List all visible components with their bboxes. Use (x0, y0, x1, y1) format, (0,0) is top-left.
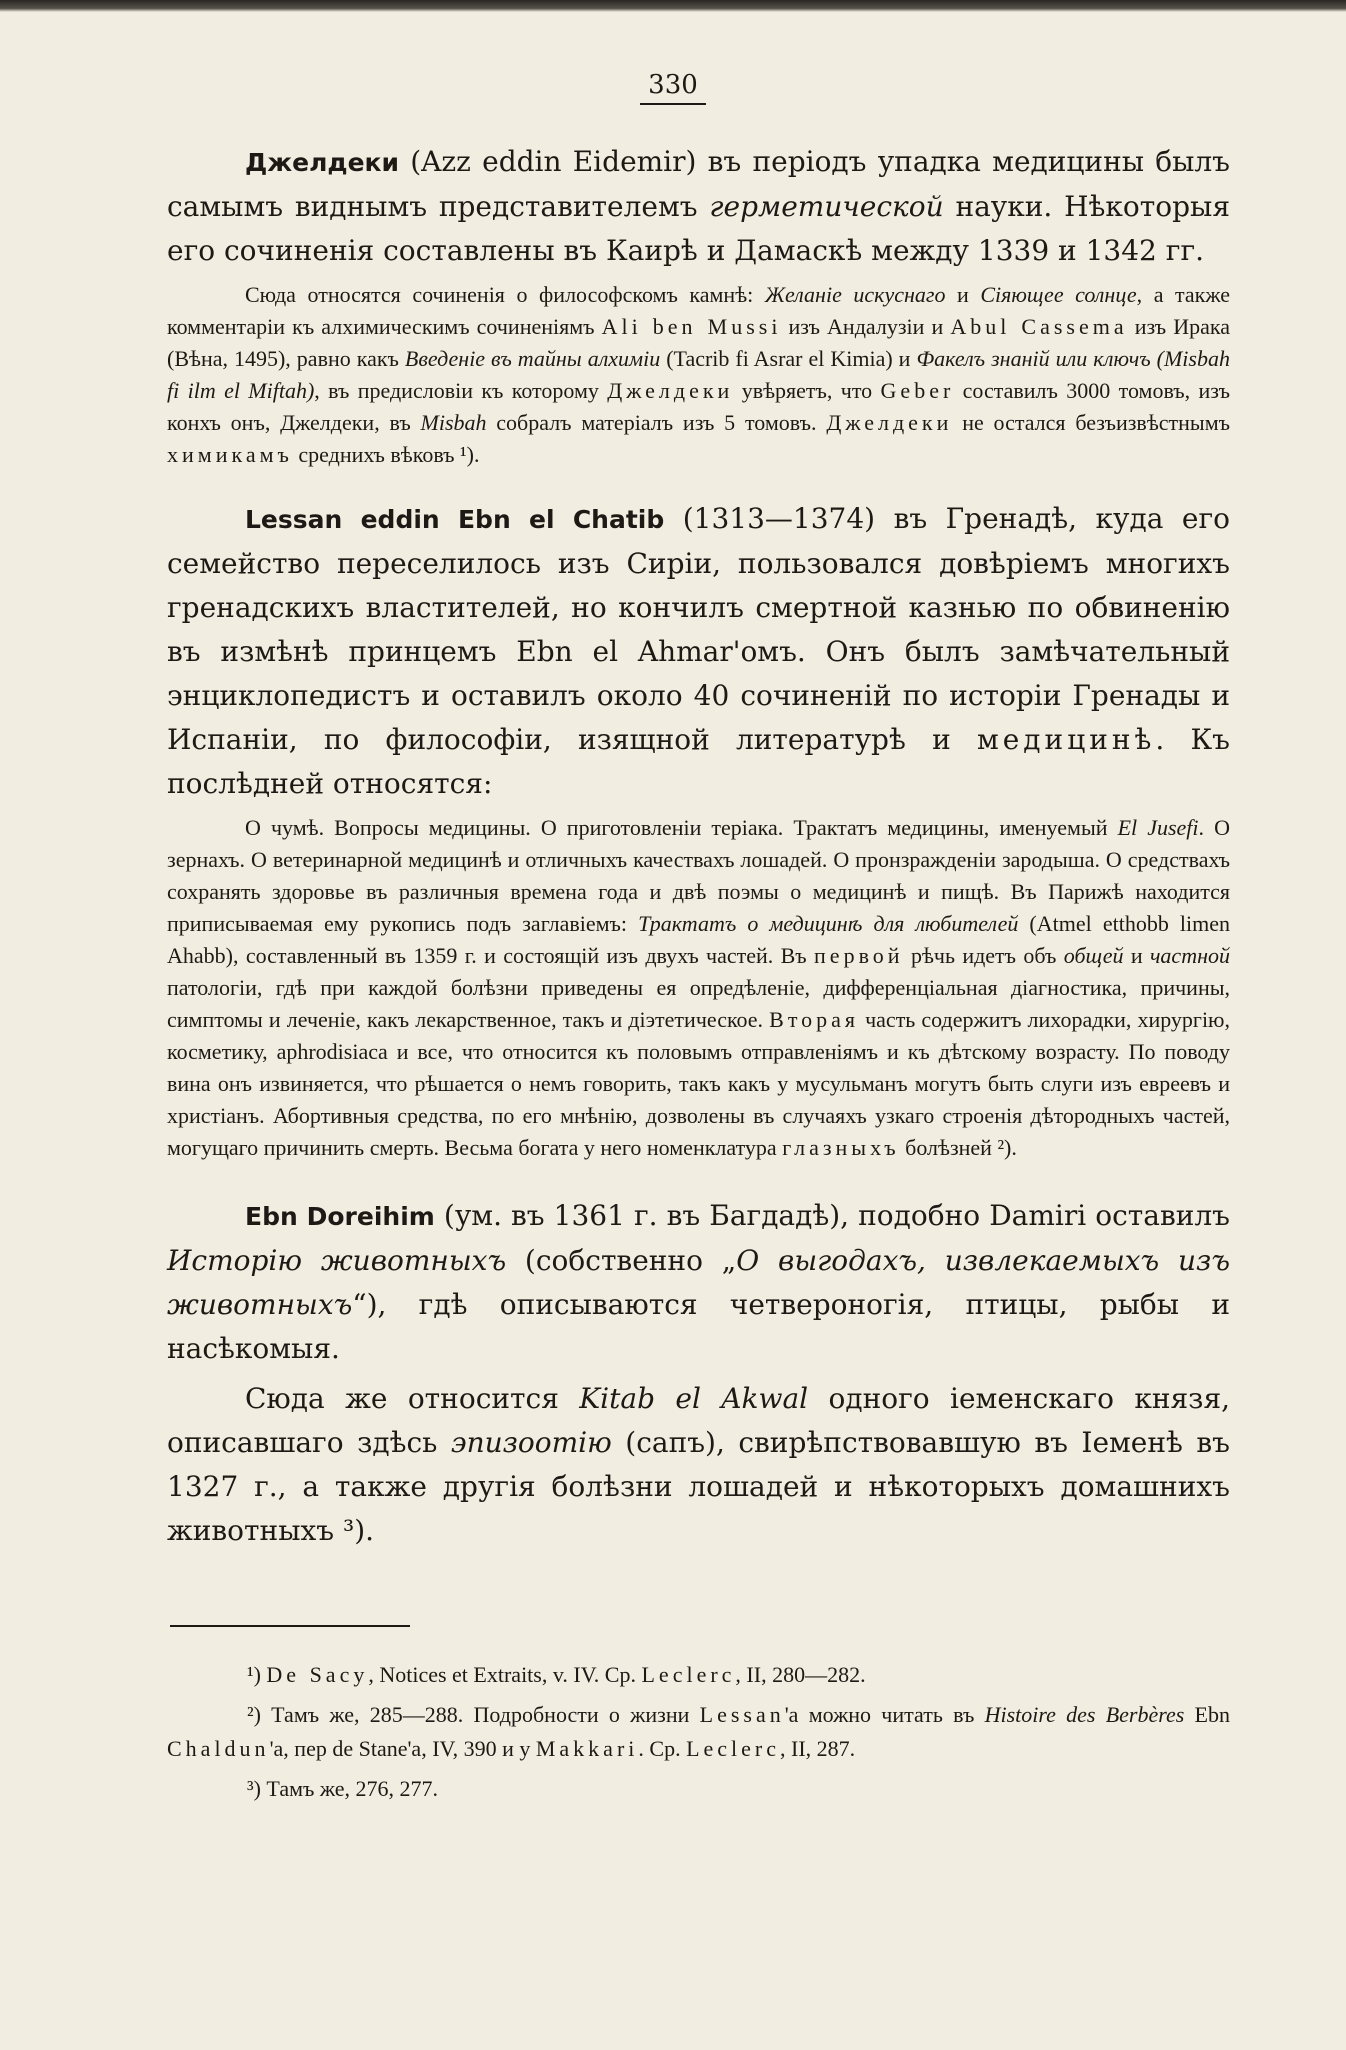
italic-text: эпизоотію (450, 1426, 612, 1459)
italic-text: El Jusefi (1117, 815, 1199, 840)
text-run: ¹) (247, 1662, 267, 1687)
footnotes (167, 1658, 1230, 1806)
italic-text: Введеніе въ тайны алхиміи (404, 346, 661, 371)
spaced-text: химикамъ (167, 442, 293, 467)
paragraph-jeldeki-works (167, 279, 1230, 471)
paragraph-lessan-eddin (167, 497, 1230, 806)
text-run: болѣзней ²). (899, 1135, 1017, 1160)
text-run: “), гдѣ описываются четвероногія, птицы, рыбы и насѣкомыя. (167, 1288, 1230, 1365)
spaced-text: Leclerc (641, 1662, 736, 1687)
text-run: , а также комментаріи къ алхимическимъ сочиненіямъ (167, 282, 1231, 339)
text-run: одного іеменскаго князя, описавшаго здѣсь (167, 1382, 1231, 1459)
text-run: . Ср. (638, 1736, 687, 1761)
italic-text: Kitab el Akwal (579, 1382, 809, 1415)
text-run: часть содержитъ лихорадки, хирургію, косметику, aphrodisiaca и все, что относится къ половымъ отправленіямъ и къ дѣтскому возрасту. По поводу вина онъ извиняется, что рѣшается о немъ говорить, такъ какъ у мусульманъ могутъ быть слуги изъ евреевъ и христіанъ. Абортивныя средства, по его мнѣнію, дозволены въ случаяхъ узкаго строенія дѣтородныхъ частей, могущаго причинить смерть. Весьма богата у него номенклатура (167, 1007, 1230, 1160)
text-run: не остался безъизвѣстнымъ (952, 410, 1230, 435)
text-run: 'a, пер de Stane'a, IV, 390 и у (269, 1736, 536, 1761)
text-run: (ум. въ 1361 г. въ Багдадѣ), подобно Damiri оставилъ (434, 1199, 1230, 1232)
text-run: Сюда же относится (245, 1382, 580, 1415)
text-run: (собственно „ (506, 1244, 737, 1277)
entry-name: Lessan eddin Ebn el Chatib (245, 505, 665, 534)
text-run: ³) Тамъ же, 276, 277. (247, 1776, 439, 1801)
page-body (167, 140, 1230, 1553)
italic-text: Исторію животныхъ (167, 1244, 507, 1277)
text-run: Ebn (1184, 1702, 1231, 1727)
spaced-text: Leclerc (686, 1736, 781, 1761)
paragraph-ebn-doreihim (167, 1194, 1230, 1371)
text-run: , Notices et Extraits, v. IV. Ср. (368, 1662, 642, 1687)
italic-text: Трактатъ о медицинѣ для любителей (638, 911, 1019, 936)
text-run: 'а можно читать въ (784, 1702, 985, 1727)
text-run: , II, 287. (780, 1736, 856, 1761)
italic-text: герметической (709, 190, 944, 223)
italic-text: Желаніе искуснаго (764, 282, 946, 307)
spaced-text: Lessan (699, 1702, 785, 1727)
text-run: Сюда относятся сочиненія о философскомъ камнѣ: (245, 282, 765, 307)
spaced-text: медицинѣ (976, 723, 1156, 756)
spaced-text: Abul Cassema (950, 314, 1128, 339)
text-run: (Tacrib fi Asrar el Kimia) и (660, 346, 917, 371)
spaced-text: Джелдеки (607, 378, 734, 403)
text-run: рѣчь идетъ объ (903, 943, 1064, 968)
text-run: и (945, 282, 981, 307)
text-run: (Azz eddin Eidemir) въ періодъ упадка медицины былъ самымъ виднымъ представителемъ (167, 145, 1230, 223)
entry-name: Джелдеки (245, 148, 400, 177)
paragraph-lessan-eddin-works (167, 812, 1230, 1164)
spaced-text: Ali ben Mussi (601, 314, 782, 339)
text-run: среднихъ вѣковъ ¹). (292, 442, 480, 467)
spaced-text: Джелдеки (826, 410, 953, 435)
italic-text: О выгодахъ, извлекаемыхъ изъ животныхъ (167, 1244, 1230, 1321)
text-run: изъ Ирака (Вѣна, 1495), равно какъ (167, 314, 1231, 371)
italic-text: Misbah (420, 410, 487, 435)
italic-text: Histoire des Berbères (984, 1702, 1185, 1727)
italic-text: Факелъ знаній или ключъ (Misbah fi ilm el Miftah) (167, 346, 1230, 403)
text-run: увѣряетъ, что (733, 378, 881, 403)
spaced-text: Chaldun (167, 1736, 270, 1761)
footnote-2 (167, 1698, 1230, 1766)
page-number: 330 (0, 70, 1346, 100)
italic-text: общей (1063, 943, 1124, 968)
spaced-text: глазныхъ (782, 1135, 900, 1160)
paragraph-kitab-el-akwal (167, 1377, 1230, 1553)
text-run: науки. Нѣкоторыя его сочиненія составлены въ Каирѣ и Дамаскѣ между 1339 и 1342 гг. (167, 190, 1231, 267)
scan-top-edge (0, 0, 1346, 12)
paragraph-jeldeki (167, 140, 1230, 273)
text-run: , II, 280—282. (735, 1662, 866, 1687)
text-run: изъ Андалузіи и (781, 314, 951, 339)
italic-text: Сіяющее солнце (980, 282, 1137, 307)
text-run: . Къ послѣдней относятся: (167, 723, 1230, 800)
spaced-text: Geber (880, 378, 955, 403)
spaced-text: De Sacy (266, 1662, 369, 1687)
text-run: (сапъ), свирѣпствовавшую въ Іеменѣ въ 1327 г., а также другія болѣзни лошадей и нѣкоторыхъ домашнихъ животныхъ ³). (167, 1426, 1230, 1547)
spaced-text: Вторая (769, 1007, 860, 1032)
text-run: ²) Тамъ же, 285—288. Подробности о жизни (247, 1702, 700, 1727)
text-run: и (1123, 943, 1150, 968)
italic-text: частной (1149, 943, 1230, 968)
text-run: О чумѣ. Вопросы медицины. О приготовленіи теріака. Трактатъ медицины, именуемый (245, 815, 1118, 840)
text-run: (1313—1374) въ Гренадѣ, куда его семейство переселилось изъ Сиріи, пользовался довѣріемъ многихъ гренадскихъ властителей, но кончилъ смертной казнью по обвиненію въ измѣнѣ принцемъ Ebn el Ahmar'омъ. Онъ былъ замѣчательный энциклопедистъ и оставилъ около 40 сочиненій по исторіи Гренады и Испаніи, по философіи, изящной литературѣ и (167, 502, 1230, 756)
footnote-divider (170, 1625, 410, 1627)
entry-name: Ebn Doreihim (245, 1202, 435, 1231)
text-run: патологіи, гдѣ при каждой болѣзни приведены ея опредѣленіе, дифференціальная діагностика, причины, симптомы и леченіе, какъ лекарственное, такъ и діэтетическое. (167, 975, 1230, 1032)
spaced-text: Makkari (535, 1736, 639, 1761)
footnote-1 (167, 1658, 1230, 1692)
footnote-3 (167, 1772, 1230, 1806)
spaced-text: первой (814, 943, 904, 968)
text-run: , въ предисловіи къ которому (314, 378, 608, 403)
text-run: (Atmel etthobb limen Ahabb), составленный въ 1359 г. и состоящій изъ двухъ частей. Въ (167, 911, 1230, 968)
text-run: составилъ 3000 томовъ, изъ конхъ онъ, Джелдеки, въ (167, 378, 1231, 435)
text-run: . О зернахъ. О ветеринарной медицинѣ и отличныхъ качествахъ лошадей. О пронзражденіи зародыша. О средствахъ сохранять здоровье въ различныя времена года и двѣ поэмы о медицинѣ и пищѣ. Въ Парижѣ находится приписываемая ему рукопись подъ заглавіемъ: (167, 815, 1231, 936)
text-run: собралъ матеріалъ изъ 5 томовъ. (486, 410, 827, 435)
